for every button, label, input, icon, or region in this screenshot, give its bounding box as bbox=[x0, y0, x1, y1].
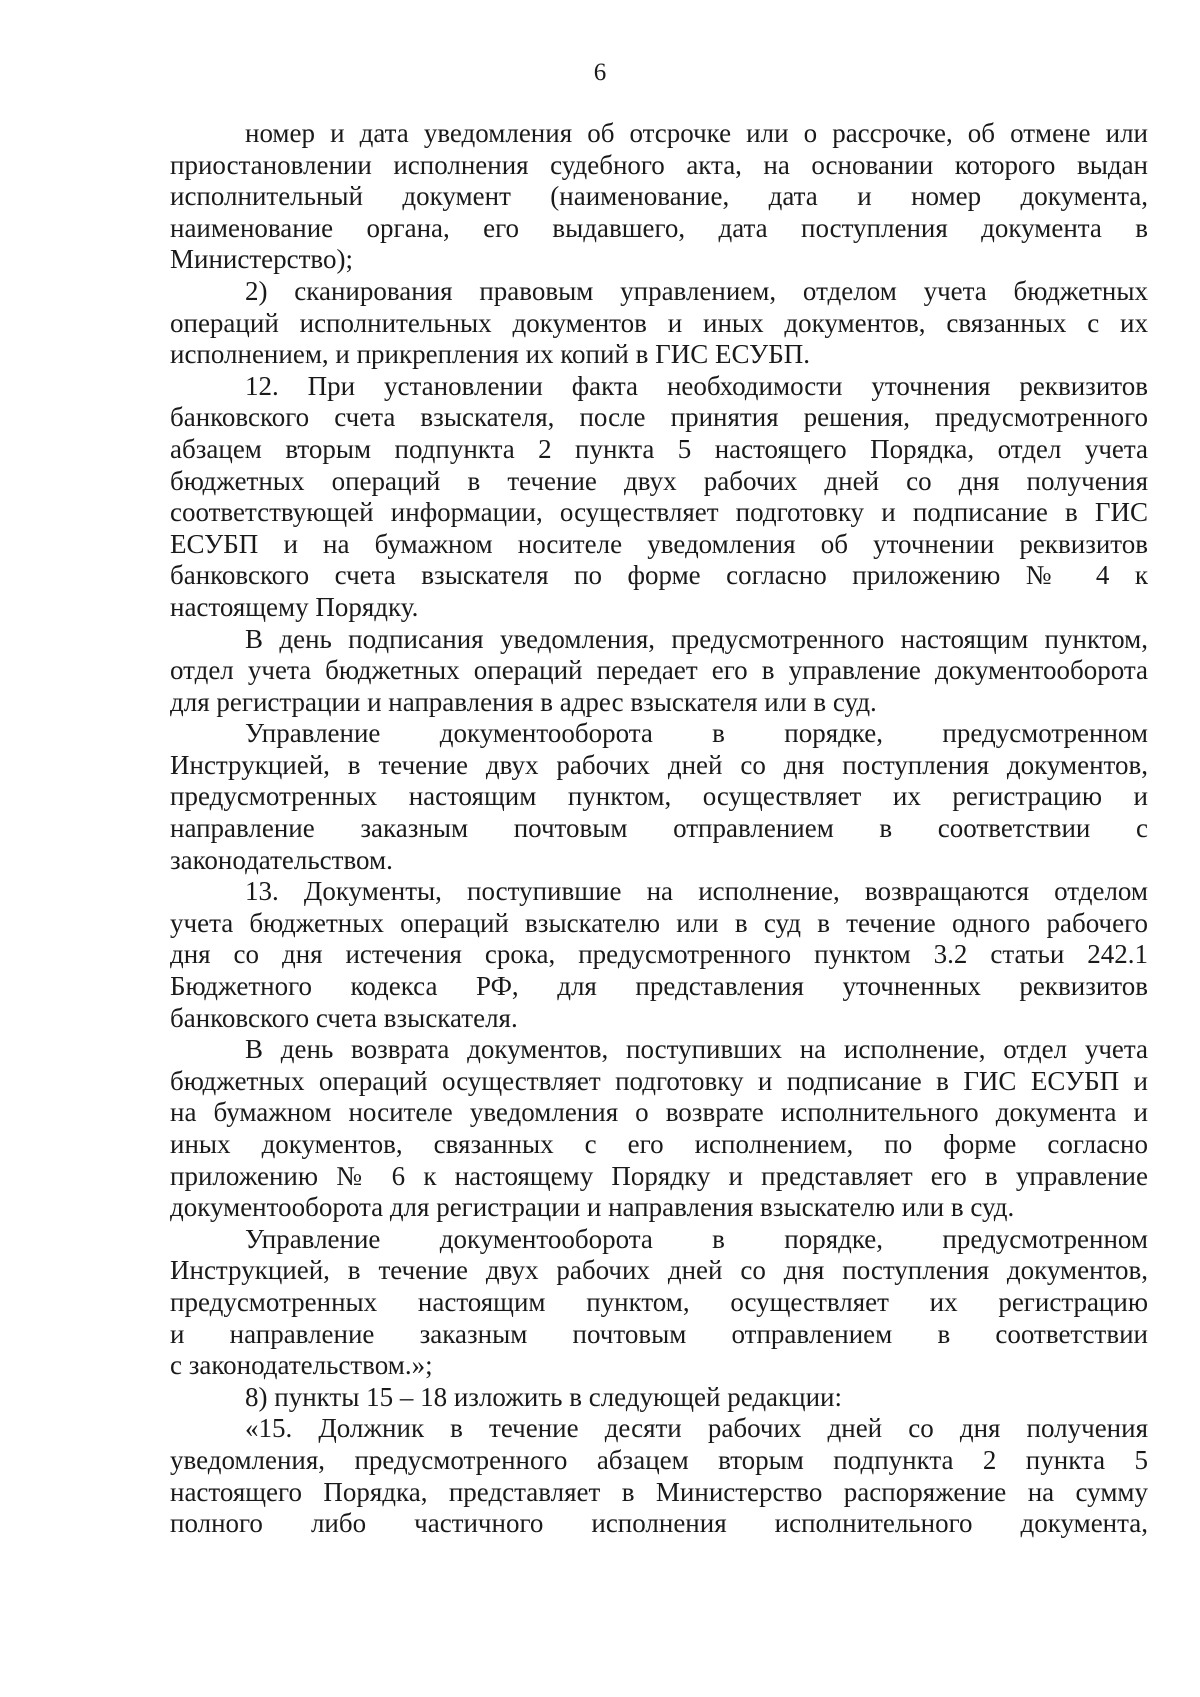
paragraph-item-13 bbox=[170, 876, 1148, 1034]
text-line: приостановлении исполнения судебного акта, на основании которого выдан bbox=[170, 149, 1148, 180]
text-line: законодательством. bbox=[170, 844, 393, 875]
text-line: операций исполнительных документов и иных документов, связанных с их bbox=[170, 307, 1148, 338]
text-line: с законодательством.»; bbox=[170, 1350, 433, 1381]
paragraph-document-management-2 bbox=[170, 1224, 1148, 1382]
text-line: полного либо частичного исполнения исполнительного документа, bbox=[170, 1508, 1148, 1539]
paragraph-item-15 bbox=[170, 1413, 1148, 1539]
text-line: Инструкцией, в течение двух рабочих дней со дня поступления документов, bbox=[170, 749, 1148, 780]
text-line: предусмотренных настоящим пунктом, осуществляет их регистрацию bbox=[170, 1286, 1148, 1317]
text-line: банковского счета взыскателя. bbox=[170, 1002, 518, 1033]
text-line: направление заказным почтовым отправлением в соответствии с bbox=[170, 813, 1148, 844]
text-line: и направление заказным почтовым отправлением в соответствии bbox=[170, 1318, 1148, 1349]
text-line: уведомления, предусмотренного абзацем вторым подпункта 2 пункта 5 bbox=[170, 1444, 1148, 1475]
text-line: Инструкцией, в течение двух рабочих дней со дня поступления документов, bbox=[170, 1255, 1148, 1286]
page-number: 6 bbox=[593, 59, 607, 86]
paragraph-document-management bbox=[170, 718, 1148, 876]
text-line: приложению № 6 к настоящему Порядку и представляет его в управление bbox=[170, 1160, 1148, 1191]
text-line: 13. Документы, поступившие на исполнение, возвращаются отделом bbox=[245, 876, 1148, 907]
paragraph-notification-details bbox=[170, 118, 1148, 276]
text-line: бюджетных операций осуществляет подготовку и подписание в ГИС ЕСУБП и bbox=[170, 1065, 1148, 1096]
text-line: «15. Должник в течение десяти рабочих дней со дня получения bbox=[245, 1413, 1148, 1444]
text-line: бюджетных операций в течение двух рабочих дней со дня получения bbox=[170, 465, 1148, 496]
text-line: дня со дня истечения срока, предусмотренного пунктом 3.2 статьи 242.1 bbox=[170, 939, 1148, 970]
text-line: иных документов, связанных с его исполнением, по форме согласно bbox=[170, 1129, 1148, 1159]
text-line: банковского счета взыскателя по форме согласно приложению № 4 к bbox=[170, 560, 1148, 591]
text-line: Министерство); bbox=[170, 244, 353, 275]
text-line: Бюджетного кодекса РФ, для представления уточненных реквизитов bbox=[170, 971, 1148, 1002]
text-line: В день подписания уведомления, предусмотренного настоящим пунктом, bbox=[245, 623, 1148, 654]
text-line: В день возврата документов, поступивших на исполнение, отдел учета bbox=[245, 1034, 1148, 1065]
text-line: ЕСУБП и на бумажном носителе уведомления об уточнении реквизитов bbox=[170, 528, 1148, 559]
text-line: на бумажном носителе уведомления о возврате исполнительного документа и bbox=[170, 1097, 1148, 1128]
paragraph-signing-day bbox=[170, 624, 1148, 719]
text-line: 2) сканирования правовым управлением, отделом учета бюджетных bbox=[245, 275, 1148, 306]
text-line: для регистрации и направления в адрес взыскателя или в суд. bbox=[170, 686, 877, 717]
text-line: абзацем вторым подпункта 2 пункта 5 настоящего Порядка, отдел учета bbox=[170, 433, 1148, 464]
text-line: настоящего Порядка, представляет в Министерство распоряжение на сумму bbox=[170, 1476, 1148, 1507]
text-line: 12. При установлении факта необходимости уточнения реквизитов bbox=[245, 370, 1148, 401]
text-line: учета бюджетных операций взыскателю или в суд в течение одного рабочего bbox=[170, 907, 1148, 938]
text-line: Управление документооборота в порядке, предусмотренном bbox=[245, 718, 1148, 749]
text-line: исполнительный документ (наименование, дата и номер документа, bbox=[170, 181, 1148, 212]
text-line: документооборота для регистрации и направления взыскателю или в суд. bbox=[170, 1192, 1015, 1223]
text-line: банковского счета взыскателя, после принятия решения, предусмотренного bbox=[170, 402, 1148, 433]
paragraph-amendment-8 bbox=[170, 1382, 1148, 1414]
text-line: предусмотренных настоящим пунктом, осуществляет их регистрацию и bbox=[170, 781, 1148, 812]
text-line: исполнением, и прикрепления их копий в ГИС ЕСУБП. bbox=[170, 339, 810, 370]
document-body bbox=[170, 118, 1148, 1540]
text-line: наименование органа, его выдавшего, дата поступления документа в bbox=[170, 212, 1148, 243]
text-line: настоящему Порядку. bbox=[170, 591, 419, 622]
paragraph-scanning bbox=[170, 276, 1148, 371]
text-line: отдел учета бюджетных операций передает его в управление документооборота bbox=[170, 655, 1148, 686]
paragraph-item-12 bbox=[170, 371, 1148, 624]
text-line: номер и дата уведомления об отсрочке или о рассрочке, об отмене или bbox=[245, 118, 1148, 148]
text-line: 8) пункты 15 – 18 изложить в следующей редакции: bbox=[245, 1381, 843, 1412]
paragraph-return-day bbox=[170, 1034, 1148, 1224]
text-line: Управление документооборота в порядке, предусмотренном bbox=[245, 1223, 1148, 1254]
text-line: соответствующей информации, осуществляет подготовку и подписание в ГИС bbox=[170, 497, 1148, 528]
